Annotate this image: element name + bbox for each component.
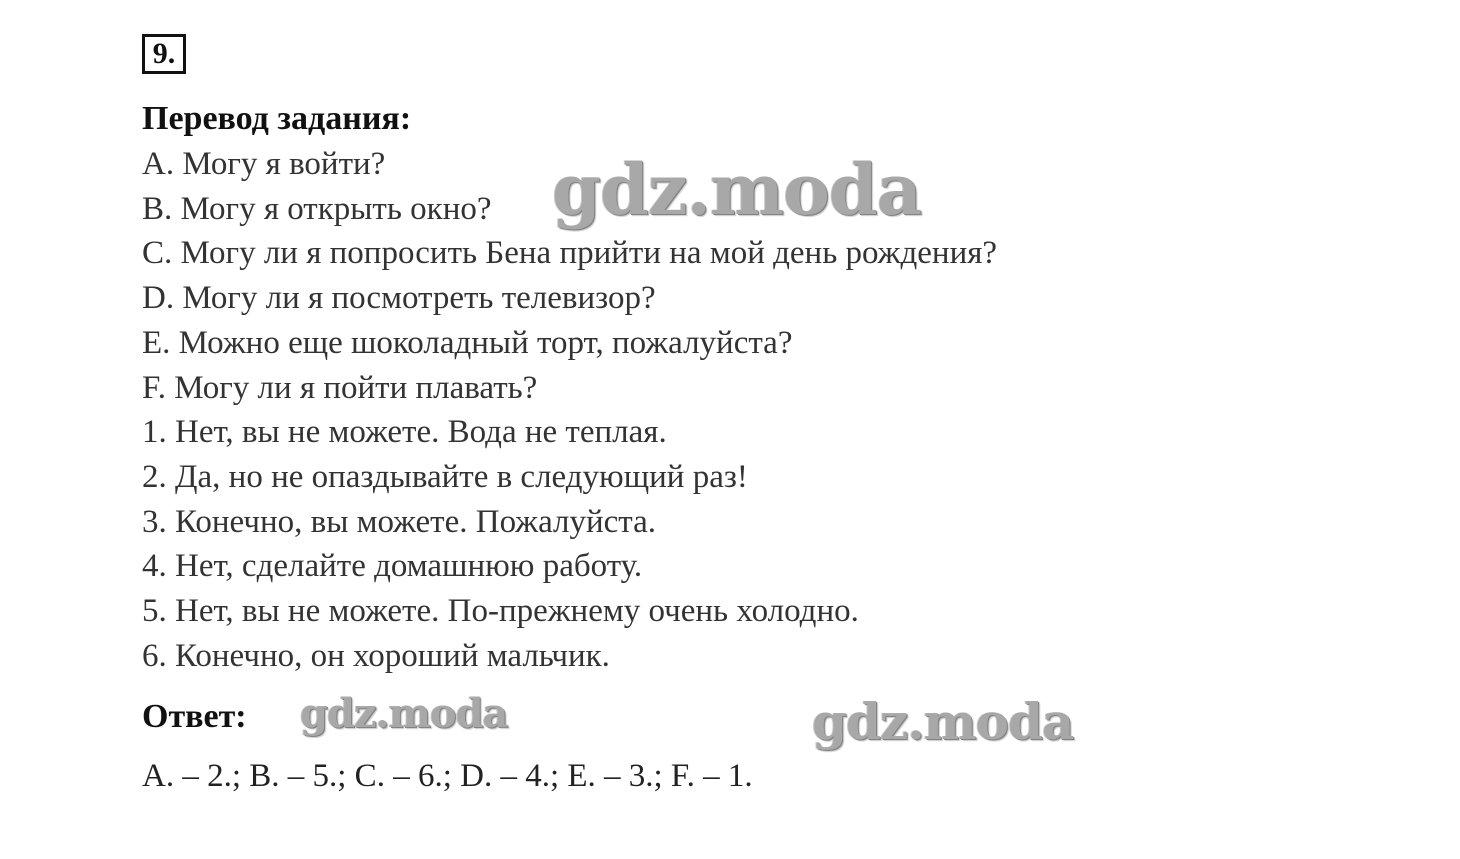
- list-item: D. Могу ли я посмотреть телевизор?: [142, 280, 656, 317]
- task-number: 9.: [152, 37, 176, 70]
- task-heading: Перевод задания:: [142, 100, 412, 137]
- list-item: F. Могу ли я пойти плавать?: [142, 369, 538, 406]
- list-item: 2. Да, но не опаздывайте в следующий раз!: [142, 458, 748, 495]
- watermark-logo: gdz.moda: [552, 148, 922, 231]
- list-item: 1. Нет, вы не можете. Вода не теплая.: [142, 414, 667, 451]
- list-item: A. Могу я войти?: [142, 146, 386, 182]
- answer-text: A. – 2.; B. – 5.; C. – 6.; D. – 4.; E. – 3.; F. – 1.: [142, 758, 753, 794]
- list-item: 3. Конечно, вы можете. Пожалуйста.: [142, 503, 656, 540]
- list-item: B. Могу я открыть окно?: [142, 190, 492, 227]
- list-item: 6. Конечно, он хороший мальчик.: [142, 637, 610, 674]
- answer-label: Ответ:: [142, 698, 247, 735]
- watermark-logo: gdz.moda: [812, 692, 1074, 751]
- watermark-logo: gdz.moda: [300, 690, 508, 737]
- task-number-box: [142, 34, 186, 74]
- list-item: C. Могу ли я попросить Бена прийти на мой день рождения?: [142, 235, 998, 272]
- list-item: E. Можно еще шоколадный торт, пожалуйста?: [142, 324, 793, 361]
- list-item: 4. Нет, сделайте домашнюю работу.: [142, 548, 643, 585]
- list-item: 5. Нет, вы не можете. По-прежнему очень холодно.: [142, 593, 859, 630]
